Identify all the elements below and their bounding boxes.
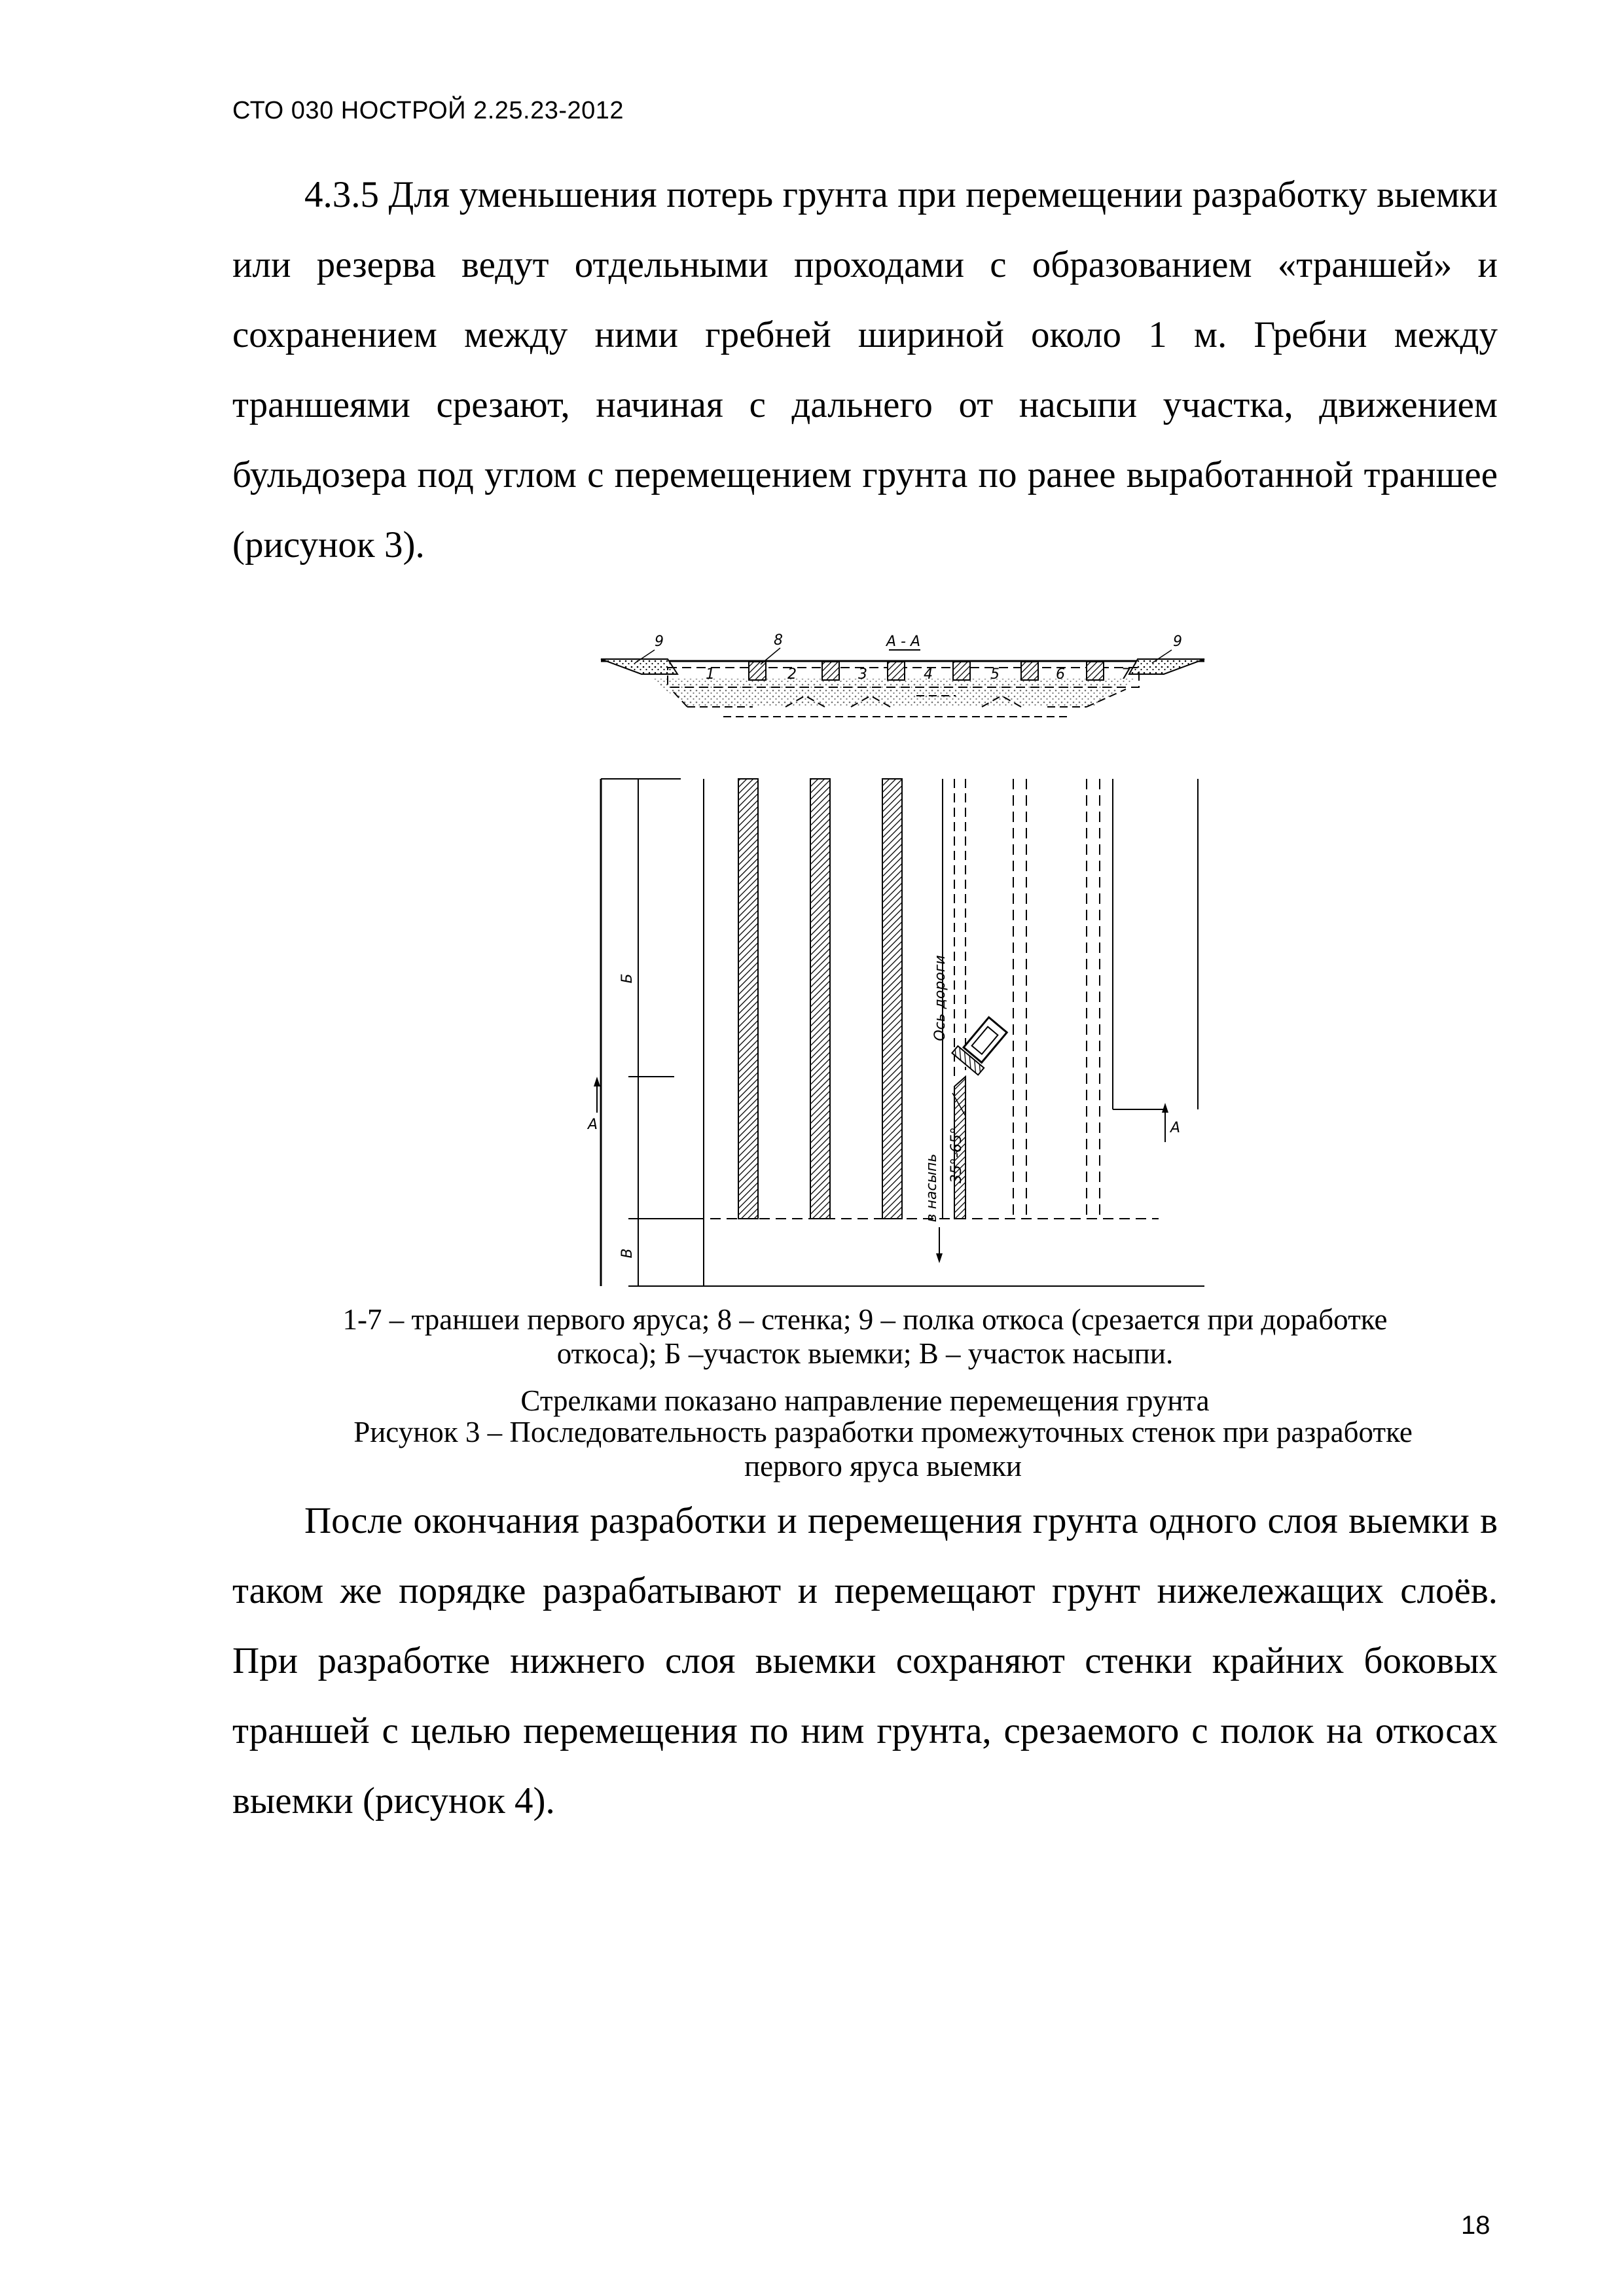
bulldozer-icon <box>952 1014 1011 1075</box>
trench-1-label: 1 <box>706 666 715 683</box>
legend-line-2: откоса); Б –участок выемки; В – участок насыпи. <box>556 1337 1174 1370</box>
figure-title <box>232 1415 1498 1483</box>
trench-4-label: 4 <box>924 666 933 683</box>
road-axis-label: Ось дороги <box>932 955 948 1041</box>
figure-3-drawing <box>589 619 1218 1296</box>
paragraph-4-3-5: 4.3.5 Для уменьшения потерь грунта при перемещении разработку выемки или резерва ведут отдельными проходами с образованием «траншей» и сохранением между ними гребней шириной около 1 м. Гребни между траншеями срезают, начиная с дальнего от насыпи участка, движением бульдозера под углом с перемещением грунта по ранее выработанной траншее (рисунок 3). <box>232 174 1498 565</box>
wall-number-label: 8 <box>774 632 783 649</box>
trench-scheme-diagram <box>589 619 1218 1296</box>
figure-title-line-2: первого яруса выемки <box>744 1450 1022 1482</box>
to-embankment-label: в насыпь <box>924 1153 940 1223</box>
section-marker-left: А <box>588 1117 598 1133</box>
trench-7-label: 7 <box>1121 666 1130 683</box>
document-header: СТО 030 НОСТРОЙ 2.25.23-2012 <box>232 97 624 124</box>
trench-5-label: 5 <box>990 666 1000 683</box>
plan-view <box>586 779 1204 1286</box>
angle-label: 35°-65° <box>948 1127 965 1183</box>
trench-6-label: 6 <box>1056 666 1065 683</box>
excavation-dimension-label: Б <box>619 973 636 984</box>
legend-line-1: 1-7 – траншеи первого яруса; 8 – стенка; 9 – полка откоса (срезается при доработке <box>342 1303 1388 1336</box>
section-title-label: А - А <box>886 634 921 650</box>
section-marker-right: А <box>1170 1120 1181 1136</box>
figure-title-line-1: Рисунок 3 – Последовательность разработки промежуточных стенок при разработке <box>353 1416 1413 1448</box>
cross-section-a-a <box>601 632 1204 717</box>
trench-2-label: 2 <box>787 666 797 683</box>
paragraph-after-figure: После окончания разработки и перемещения грунта одного слоя выемки в таком же порядке разрабатывают и перемещают грунт нижележащих слоёв. При разработке нижнего слоя выемки сохраняют стенки крайних боковых траншей с целью перемещения по ним грунта, срезаемого с полок на откосах выемки (рисунок 4). <box>232 1500 1498 1821</box>
embankment-dimension-label: В <box>619 1248 636 1259</box>
trench-3-label: 3 <box>858 666 867 683</box>
figure-legend <box>232 1302 1498 1371</box>
shelf-number-label-right: 9 <box>1173 634 1182 650</box>
page-number: 18 <box>1461 2211 1490 2240</box>
arrows-note: Стрелками показано направление перемещения грунта <box>520 1384 1210 1417</box>
shelf-number-label-left: 9 <box>655 634 664 650</box>
